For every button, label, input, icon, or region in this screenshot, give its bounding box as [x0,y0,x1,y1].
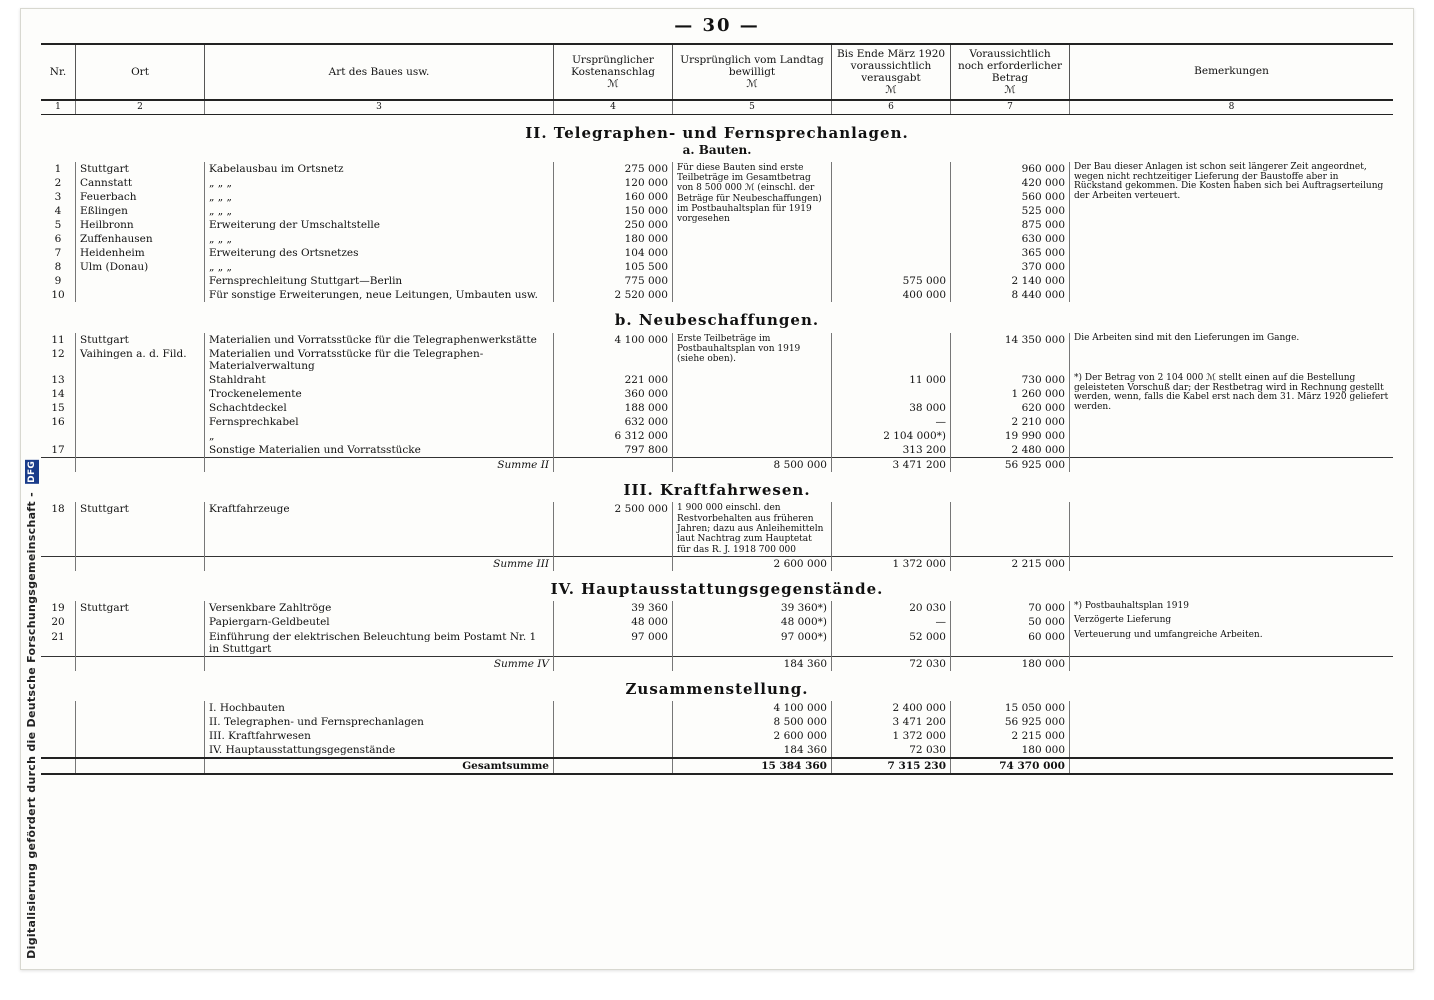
row-kosten: 105 500 [554,260,673,274]
row-nr: 5 [54,218,62,231]
col-bewilligt-unit: ℳ [746,78,758,91]
col-index: 3 [205,100,554,114]
row-ort: Stuttgart [76,502,205,556]
row-bemerkung: Die Arbeiten sind mit den Lieferungen im Gange. [1070,333,1394,373]
table-row [41,615,1393,629]
sum-erforderlich: 2 215 000 [951,557,1070,572]
sum-blank [76,656,205,671]
row-art: Kabelausbau im Ortsnetz [205,162,554,176]
section-heading-row [41,472,1393,502]
sum-erforderlich: 56 925 000 [951,458,1070,473]
row-erforderlich: 730 000 [951,373,1070,387]
row-kosten: 150 000 [554,204,673,218]
row-art: „ „ „ [205,260,554,274]
row-verausgabt: 11 000 [832,373,951,387]
row-nr: 3 [54,190,62,203]
row-verausgabt [832,218,951,232]
summary-label: IV. Hauptausstattungsgegenstände [205,743,554,758]
row-verausgabt: 313 200 [832,443,951,458]
row-kosten: 250 000 [554,218,673,232]
row-erforderlich: 60 000 [951,630,1070,657]
row-erforderlich: 19 990 000 [951,429,1070,443]
row-verausgabt [832,232,951,246]
row-nr [41,429,76,443]
grand-blank [554,758,673,774]
summary-blank [554,715,673,729]
row-kosten: 6 312 000 [554,429,673,443]
row-erforderlich: 620 000 [951,401,1070,415]
row-bewilligt: 39 360*) [673,601,832,615]
col-index: 4 [554,100,673,114]
summary-row [41,701,1393,715]
row-kosten: 160 000 [554,190,673,204]
row-verausgabt [832,162,951,176]
row-kosten: 797 800 [554,443,673,458]
col-index: 5 [673,100,832,114]
col-ort: Ort [76,44,205,100]
sum-bewilligt: 184 360 [673,656,832,671]
grand-label: Gesamtsumme [205,758,554,774]
section-subtitle-IIa: a. Bauten. [682,142,752,157]
row-ort [76,630,205,657]
row-nr: 9 [54,275,62,288]
row-verausgabt [832,190,951,204]
row-erforderlich: 50 000 [951,615,1070,629]
sum-kosten [554,656,673,671]
grand-blank [1070,758,1394,774]
summary-row [41,743,1393,758]
row-erforderlich: 630 000 [951,232,1070,246]
row-verausgabt [832,176,951,190]
col-verausgabt-unit: ℳ [885,84,897,97]
row-nr: 15 [51,401,65,414]
summary-blank [41,743,76,758]
row-nr: 18 [51,503,65,516]
row-nr: 14 [51,387,65,400]
row-erforderlich: 365 000 [951,246,1070,260]
row-erforderlich: 875 000 [951,218,1070,232]
dfg-logo: DFG [27,461,37,484]
row-erforderlich: 1 260 000 [951,387,1070,401]
row-verausgabt [832,246,951,260]
summary-blank [76,743,205,758]
row-kosten: 48 000 [554,615,673,629]
row-ort: Ulm (Donau) [76,260,205,274]
sum-label: Summe II [205,458,554,473]
budget-table [41,43,1393,775]
row-bemerkung: *) Postbauhaltsplan 1919 [1070,601,1394,615]
row-verausgabt: 400 000 [832,288,951,302]
sum-row [41,656,1393,671]
row-kosten: 775 000 [554,274,673,288]
col-bewilligt [673,44,832,100]
summary-row [41,715,1393,729]
section-heading-row [41,114,1393,162]
sum-blank [41,458,76,473]
summary-blank [76,715,205,729]
row-erforderlich: 560 000 [951,190,1070,204]
section-title: b. Neubeschaffungen. [614,311,820,330]
row-ort [76,288,205,302]
row-art: Materialien und Vorratsstücke für die Telegraphenwerkstätte [205,333,554,347]
col-verausgabt [832,44,951,100]
row-kosten: 2 520 000 [554,288,673,302]
row-art: Trockenelemente [205,387,554,401]
digitization-credit-text: Digitalisierung gefördert durch die Deutsche Forschungsgemeinschaft - [25,492,38,959]
row-nr: 16 [51,415,65,428]
col-erforderlich-unit: ℳ [1004,84,1016,97]
row-erforderlich: 70 000 [951,601,1070,615]
sum-verausgabt: 3 471 200 [832,458,951,473]
page-number: — 30 — [674,15,760,36]
grand-blank [76,758,205,774]
row-art: Sonstige Materialien und Vorratsstücke [205,443,554,458]
row-bewilligt-note: Erste Teilbeträge im Postbauhaltsplan von 1919 (siehe oben). [673,333,832,458]
grand-bewilligt: 15 384 360 [673,758,832,774]
col-kosten [554,44,673,100]
summary-blank [1070,701,1394,715]
col-index: 8 [1070,100,1394,114]
row-art: Erweiterung des Ortsnetzes [205,246,554,260]
row-bewilligt: 48 000*) [673,615,832,629]
row-nr: 19 [51,602,65,615]
row-kosten: 188 000 [554,401,673,415]
col-erforderlich-label: Voraussichtlich noch erforderlicher Betrag [957,48,1063,85]
summary-verausgabt: 1 372 000 [832,729,951,743]
row-nr: 1 [54,162,62,175]
col-nr: Nr. [41,44,76,100]
row-verausgabt: 575 000 [832,274,951,288]
row-kosten [554,347,673,373]
row-bewilligt: 1 900 000 einschl. den Restvorbehalten aus früheren Jahren; dazu aus Anleihemitteln laut Nachtrag zum Hauptetat für das R. J. 1918 700 000 [673,502,832,556]
row-kosten: 180 000 [554,232,673,246]
row-art: Kraftfahrzeuge [205,502,554,556]
digitization-credit [25,460,39,959]
summary-blank [76,701,205,715]
row-ort [76,415,205,429]
row-nr: 4 [54,204,62,217]
row-ort: Zuffenhausen [76,232,205,246]
row-verausgabt [832,502,951,556]
row-nr: 6 [54,232,62,245]
row-art: „ „ „ [205,190,554,204]
summary-blank [41,729,76,743]
section-heading-cell [41,571,1393,601]
col-index: 2 [76,100,205,114]
summary-blank [41,715,76,729]
grand-blank [41,758,76,774]
row-kosten: 39 360 [554,601,673,615]
summary-verausgabt: 72 030 [832,743,951,758]
row-erforderlich: 960 000 [951,162,1070,176]
summary-bewilligt: 8 500 000 [673,715,832,729]
row-art: Für sonstige Erweiterungen, neue Leitungen, Umbauten usw. [205,288,554,302]
row-verausgabt: — [832,615,951,629]
summary-blank [1070,743,1394,758]
row-nr: 2 [54,176,62,189]
row-verausgabt: — [832,415,951,429]
section-title: III. Kraftfahrwesen. [623,481,811,500]
row-kosten: 97 000 [554,630,673,657]
row-ort: Feuerbach [76,190,205,204]
section-heading-row [41,302,1393,332]
summary-bewilligt: 2 600 000 [673,729,832,743]
row-nr: 17 [51,444,65,457]
summary-erforderlich: 180 000 [951,743,1070,758]
row-bewilligt: 97 000*) [673,630,832,657]
col-bemerkungen: Bemerkungen [1070,44,1394,100]
sum-erforderlich: 180 000 [951,656,1070,671]
row-ort: Eßlingen [76,204,205,218]
sum-blank [1070,458,1394,473]
row-ort [76,274,205,288]
row-kosten: 275 000 [554,162,673,176]
row-verausgabt [832,387,951,401]
summary-erforderlich: 15 050 000 [951,701,1070,715]
row-kosten: 2 500 000 [554,502,673,556]
section-heading-row [41,671,1393,701]
row-art: Versenkbare Zahltröge [205,601,554,615]
row-art: Fernsprechkabel [205,415,554,429]
summary-verausgabt: 3 471 200 [832,715,951,729]
row-nr: 21 [51,630,65,643]
col-verausgabt-label: Bis Ende März 1920 voraussichtlich verausgabt [836,48,946,85]
row-art: Schachtdeckel [205,401,554,415]
col-index: 6 [832,100,951,114]
sum-blank [41,656,76,671]
row-ort [76,443,205,458]
row-nr: 13 [51,373,65,386]
sum-label: Summe III [205,557,554,572]
row-bemerkung: Verzögerte Lieferung [1070,615,1394,629]
row-nr: 20 [51,616,65,629]
sum-bewilligt: 8 500 000 [673,458,832,473]
summary-label: II. Telegraphen- und Fernsprechanlagen [205,715,554,729]
row-ort [76,615,205,629]
row-ort: Stuttgart [76,333,205,347]
row-kosten: 120 000 [554,176,673,190]
row-erforderlich: 2 480 000 [951,443,1070,458]
row-erforderlich: 420 000 [951,176,1070,190]
row-nr: 8 [54,261,62,274]
row-nr: 11 [51,333,65,346]
summary-verausgabt: 2 400 000 [832,701,951,715]
sum-verausgabt: 72 030 [832,656,951,671]
row-verausgabt [832,204,951,218]
section-heading-cell [41,114,1393,162]
row-ort [76,401,205,415]
row-kosten: 360 000 [554,387,673,401]
row-bemerkung: Der Bau dieser Anlagen ist schon seit längerer Zeit angeordnet, wegen nicht rechtzeitiger Lieferung der Baustoffe aber in Rückstand gekommen. Die Kosten haben sich bei Auftragserteilung der Arbeiten verteuert. [1070,162,1394,303]
grand-erforderlich: 74 370 000 [951,758,1070,774]
summary-row [41,729,1393,743]
row-erforderlich: 2 210 000 [951,415,1070,429]
summary-label: I. Hochbauten [205,701,554,715]
row-ort: Heilbronn [76,218,205,232]
sum-row [41,458,1393,473]
sum-blank [1070,557,1394,572]
row-ort: Cannstatt [76,176,205,190]
row-erforderlich: 2 140 000 [951,274,1070,288]
grand-total-row [41,758,1393,774]
col-kosten-unit: ℳ [607,78,619,91]
row-erforderlich: 8 440 000 [951,288,1070,302]
row-verausgabt [832,260,951,274]
summary-bewilligt: 4 100 000 [673,701,832,715]
summary-blank [76,729,205,743]
row-verausgabt [832,333,951,347]
sum-label: Summe IV [205,656,554,671]
table-row [41,502,1393,556]
row-nr: 10 [51,289,65,302]
row-bewilligt-note: Für diese Bauten sind erste Teilbeträge im Gesamtbetrag von 8 500 000 ℳ (einschl. der Beträge für Neubeschaffungen) im Postbauhaltsplan für 1919 vorgesehen [673,162,832,303]
row-erforderlich [951,347,1070,373]
row-art: Einführung der elektrischen Beleuchtung beim Postamt Nr. 1 in Stuttgart [205,630,554,657]
sum-blank [41,557,76,572]
col-erforderlich [951,44,1070,100]
col-bewilligt-label: Ursprünglich vom Landtag bewilligt [680,54,824,79]
row-erforderlich: 370 000 [951,260,1070,274]
row-kosten: 221 000 [554,373,673,387]
row-verausgabt: 2 104 000*) [832,429,951,443]
row-nr: 12 [51,347,65,360]
summary-erforderlich: 2 215 000 [951,729,1070,743]
row-nr: 7 [54,247,62,260]
row-ort: Heidenheim [76,246,205,260]
row-art: „ „ „ [205,232,554,246]
row-ort: Stuttgart [76,162,205,176]
row-art: Stahldraht [205,373,554,387]
section-title-II: II. Telegraphen- und Fernsprechanlagen. [525,123,909,142]
col-index: 1 [41,100,76,114]
sum-blank [76,458,205,473]
sum-blank [76,557,205,572]
row-erforderlich [951,502,1070,556]
summary-blank [554,729,673,743]
sum-bewilligt: 2 600 000 [673,557,832,572]
row-verausgabt: 38 000 [832,401,951,415]
col-art: Art des Baues usw. [205,44,554,100]
sum-verausgabt: 1 372 000 [832,557,951,572]
table-row [41,601,1393,615]
section-heading-cell [41,472,1393,502]
sum-kosten [554,458,673,473]
table-row [41,162,1393,176]
column-index-row [41,100,1393,114]
col-kosten-label: Ursprünglicher Kostenanschlag [571,54,655,79]
row-erforderlich: 14 350 000 [951,333,1070,347]
summary-bewilligt: 184 360 [673,743,832,758]
summary-blank [1070,729,1394,743]
table-row [41,630,1393,657]
sum-kosten [554,557,673,572]
row-bemerkung: Verteuerung und umfangreiche Arbeiten. [1070,630,1394,657]
row-art: Materialien und Vorratsstücke für die Telegraphen-Materialverwaltung [205,347,554,373]
row-verausgabt: 20 030 [832,601,951,615]
grand-verausgabt: 7 315 230 [832,758,951,774]
row-erforderlich: 525 000 [951,204,1070,218]
row-verausgabt [832,347,951,373]
row-ort [76,373,205,387]
row-art: „ „ „ [205,204,554,218]
section-heading-cell [41,302,1393,332]
sum-blank [1070,656,1394,671]
row-ort: Vaihingen a. d. Fild. [76,347,205,373]
section-title: IV. Hauptausstattungsgegenstände. [550,580,884,599]
row-ort [76,429,205,443]
section-heading-cell [41,671,1393,701]
row-bemerkung: *) Der Betrag von 2 104 000 ℳ stellt einen auf die Bestellung geleisteten Vorschuß dar; der Restbetrag wird in Rechnung gestellt werden, wenn, falls die Kabel erst nach dem 31. März 1920 geliefert werden. [1070,373,1394,458]
row-art: Papiergarn-Geldbeutel [205,615,554,629]
section-title: Zusammenstellung. [625,679,809,698]
row-ort: Stuttgart [76,601,205,615]
table-header-row [41,44,1393,100]
section-heading-row [41,571,1393,601]
summary-blank [41,701,76,715]
row-art: Erweiterung der Umschaltstelle [205,218,554,232]
summary-blank [554,743,673,758]
row-kosten: 632 000 [554,415,673,429]
row-art: „ „ „ [205,176,554,190]
row-art: Fernsprechleitung Stuttgart—Berlin [205,274,554,288]
row-art: „ [205,429,554,443]
row-kosten: 4 100 000 [554,333,673,347]
row-verausgabt: 52 000 [832,630,951,657]
col-index: 7 [951,100,1070,114]
table-row [41,333,1393,347]
document-page [20,8,1414,970]
summary-erforderlich: 56 925 000 [951,715,1070,729]
row-bemerkung [1070,502,1394,556]
row-ort [76,387,205,401]
sum-row [41,557,1393,572]
summary-blank [554,701,673,715]
summary-label: III. Kraftfahrwesen [205,729,554,743]
table-body [41,114,1393,774]
row-kosten: 104 000 [554,246,673,260]
summary-blank [1070,715,1394,729]
